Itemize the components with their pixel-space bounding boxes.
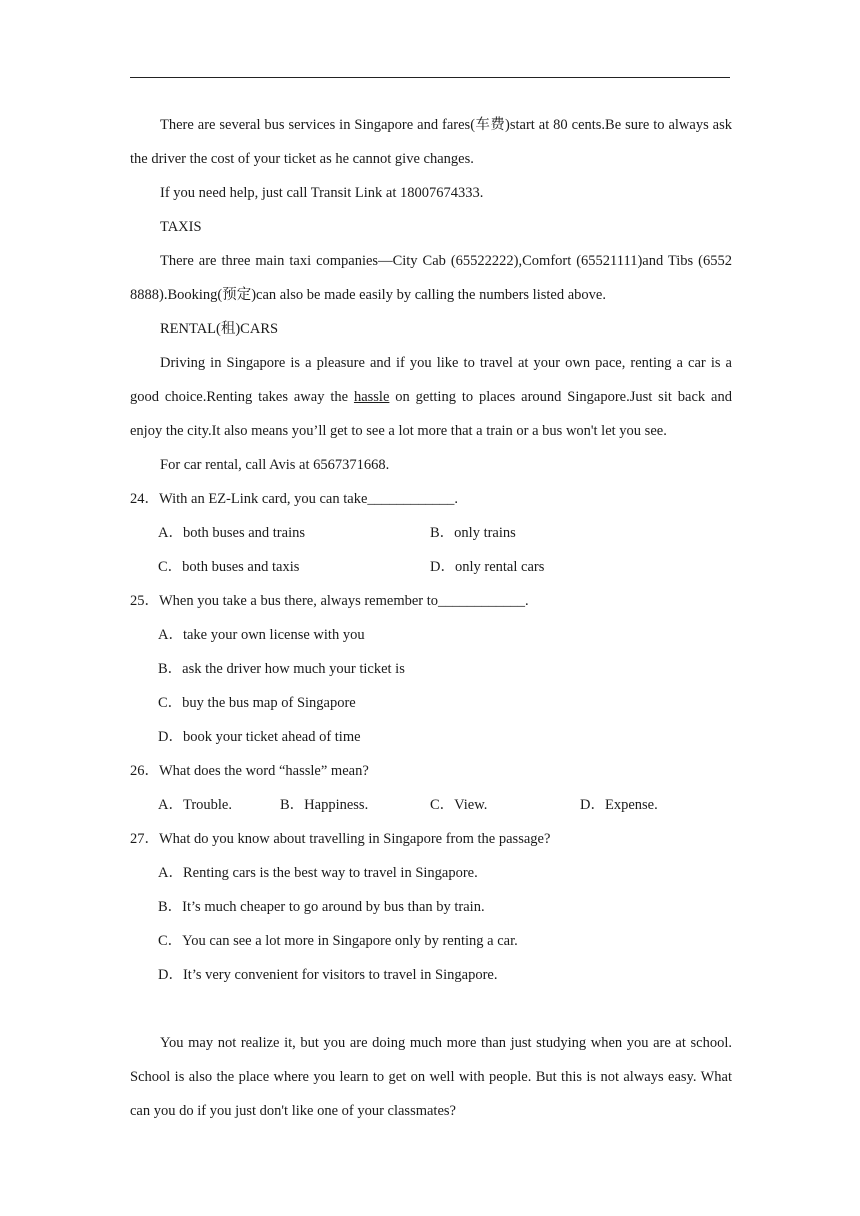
question-24-options-row-2	[130, 550, 732, 584]
question-26-stem: 26．What does the word “hassle” mean?	[130, 763, 369, 779]
paragraph-car-rental-contact: For car rental, call Avis at 6567371668.	[160, 457, 390, 473]
question-27-option-d: D．It’s very convenient for visitors to travel in Singapore.	[158, 967, 498, 983]
question-27-stem: 27．What do you know about travelling in Singapore from the passage?	[130, 831, 551, 847]
question-25-option-b: B．ask the driver how much your ticket is	[158, 661, 405, 677]
paragraph-taxi-companies: There are three main taxi companies—City Cab (65522222),Comfort (65521111)and Tibs (6552 8888).Booking(预定)can also be made easily by calling the numbers listed above.	[130, 253, 732, 303]
question-26-option-d: D．Expense.	[580, 797, 658, 813]
question-27-option-c: C．You can see a lot more in Singapore only by renting a car.	[158, 933, 518, 949]
document-body	[130, 108, 732, 1128]
question-27-option-a: A．Renting cars is the best way to travel in Singapore.	[158, 865, 478, 881]
question-27-option-b: B．It’s much cheaper to go around by bus than by train.	[158, 899, 485, 915]
paragraph-renting	[130, 346, 732, 448]
question-24-option-b: B．only trains	[430, 525, 516, 541]
question-26-option-c: C．View.	[430, 797, 488, 813]
question-26-options-row	[130, 788, 732, 822]
paragraph-bus-fares: There are several bus services in Singapore and fares(车费)start at 80 cents.Be sure to always ask the driver the cost of your ticket as he cannot give changes.	[130, 117, 732, 167]
renting-text-b: on getting to places around Singapore.Just sit back and enjoy the city.It also means you’ll get to see a lot more that a train or a bus won't let you see.	[130, 389, 732, 439]
question-25-stem: 25．When you take a bus there, always remember to____________.	[130, 593, 529, 609]
header-rule	[130, 77, 730, 78]
question-25-option-d: D．book your ticket ahead of time	[158, 729, 361, 745]
question-24-option-d: D．only rental cars	[430, 559, 545, 575]
paragraph-transit-link: If you need help, just call Transit Link at 18007674333.	[160, 185, 484, 201]
renting-text-a: Driving in Singapore is a pleasure and if you like to travel at your own pace, renting a car is a good choice.Renting takes away the	[130, 355, 732, 405]
paragraph-school-classmates: You may not realize it, but you are doing much more than just studying when you are at school. School is also the place where you learn to get on well with people. But this is not always easy. What can you do if you just don't like one of your classmates?	[130, 1035, 732, 1119]
question-26-option-a: A．Trouble.	[158, 797, 232, 813]
question-25-option-c: C．buy the bus map of Singapore	[158, 695, 356, 711]
section-gap	[130, 992, 732, 1026]
heading-taxis: TAXIS	[160, 219, 202, 235]
question-24-options-row-1	[130, 516, 732, 550]
heading-rental-cars: RENTAL(租)CARS	[160, 321, 279, 337]
question-24-stem: 24．With an EZ-Link card, you can take____________.	[130, 491, 458, 507]
question-24-option-c: C．both buses and taxis	[158, 559, 300, 575]
underlined-word-hassle: hassle	[353, 389, 390, 405]
question-24-option-a: A．both buses and trains	[158, 525, 305, 541]
question-26-option-b: B．Happiness.	[280, 797, 369, 813]
question-25-option-a: A．take your own license with you	[158, 627, 365, 643]
